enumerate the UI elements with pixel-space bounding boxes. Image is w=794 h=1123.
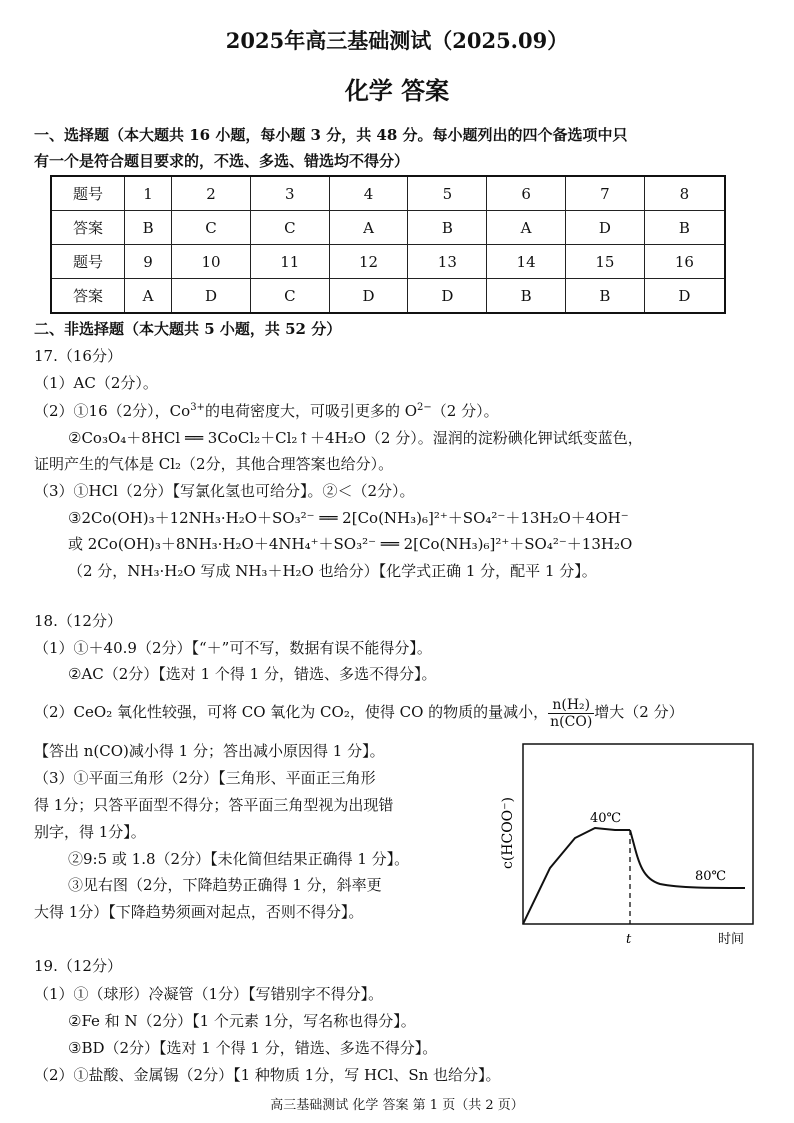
graph-ylabel: c(HCOO⁻) bbox=[500, 796, 516, 870]
question-number-cell: 1 bbox=[125, 176, 172, 211]
answer-row bbox=[51, 279, 725, 314]
graph-frame bbox=[523, 744, 753, 924]
q18-p2: （2）CeO₂ 氧化性较强，可将 CO 氧化为 CO₂，使得 CO 的物质的量减小， $\frac{\text{n(H₂)}}{n(CO)}$ 增大（2 分） bbox=[34, 696, 684, 730]
question-number-cell: 15 bbox=[565, 245, 644, 279]
answer-cell: C bbox=[250, 211, 329, 245]
answer-table bbox=[50, 175, 726, 314]
question-number-row bbox=[51, 245, 725, 279]
q18-p3c: 别字，得 1分】。 bbox=[34, 823, 146, 841]
answer-row bbox=[51, 211, 725, 245]
q18-head: 18.（12分） bbox=[34, 612, 122, 630]
answer-cell: B bbox=[408, 211, 487, 245]
answer-cell: D bbox=[565, 211, 644, 245]
question-number-cell: 8 bbox=[644, 176, 725, 211]
page-title: 2025年高三基础测试（2025.09） bbox=[225, 28, 569, 53]
label-40c: 40℃ bbox=[590, 811, 622, 826]
answer-cell: D bbox=[408, 279, 487, 314]
answer-cell: D bbox=[172, 279, 251, 314]
question-number-cell: 16 bbox=[644, 245, 725, 279]
label-80c: 80℃ bbox=[695, 869, 727, 884]
q18-p3a: （3）①平面三角形（2分）【三角形、平面正三角形 bbox=[34, 769, 376, 787]
question-number-cell: 4 bbox=[329, 176, 408, 211]
q17-p2c: 证明产生的气体是 Cl₂（2分，其他合理答案也给分）。 bbox=[34, 455, 394, 473]
graph-xlabel: 时间 bbox=[718, 932, 745, 947]
question-number-cell: 9 bbox=[125, 245, 172, 279]
answer-cell: A bbox=[125, 279, 172, 314]
answer-cell: D bbox=[329, 279, 408, 314]
q19-head: 19.（12分） bbox=[34, 957, 122, 975]
question-number-cell: 11 bbox=[250, 245, 329, 279]
hcoo-time-graph bbox=[490, 738, 760, 948]
answer-cell: A bbox=[329, 211, 408, 245]
q18-p3b: 得 1分；只答平面型不得分；答平面三角型视为出现错 bbox=[34, 796, 394, 814]
answer-cell: B bbox=[644, 211, 725, 245]
label-t: t bbox=[626, 932, 632, 947]
page-footer: 高三基础测试 化学 答案 第 1 页（共 2 页） bbox=[270, 1098, 524, 1113]
question-number-cell: 6 bbox=[487, 176, 566, 211]
q17-p3c: 或 2Co(OH)₃＋8NH₃·H₂O＋4NH₄⁺＋SO₃²⁻ ══ 2[Co(NH₃)₆]²⁺＋SO₄²⁻＋13H₂O bbox=[68, 535, 633, 553]
answer-cell: C bbox=[250, 279, 329, 314]
q17-p2b: ②Co₃O₄＋8HCl ══ 3CoCl₂＋Cl₂↑＋4H₂O（2 分）。湿润的淀粉碘化钾试纸变蓝色， bbox=[68, 429, 643, 447]
question-number-cell: 2 bbox=[172, 176, 251, 211]
answer-row-label: 答案 bbox=[51, 279, 125, 314]
question-number-cell: 7 bbox=[565, 176, 644, 211]
q17-p3a: （3）①HCl（2分）【写氯化氢也可给分】。②＜（2分）。 bbox=[34, 482, 415, 500]
question-number-row bbox=[51, 176, 725, 211]
question-number-cell: 14 bbox=[487, 245, 566, 279]
q17-p2a: （2）①16（2分），$Co^{3+}$的电荷密度大，可吸引更多的 $O^{2-}(2$ 分）。 bbox=[34, 402, 499, 420]
section2-heading: 二、非选择题（本大题共 5 小题，共 52 分） bbox=[34, 320, 342, 338]
answer-cell: B bbox=[565, 279, 644, 314]
fraction-nh2-nco: $\frac{\text{n(H₂)}}{n(CO)}$ bbox=[550, 696, 593, 730]
q18-p1b: ②AC（2分）【选对 1 个得 1 分，错选、多选不得分】。 bbox=[68, 665, 437, 683]
question-number-cell: 12 bbox=[329, 245, 408, 279]
question-number-cell: 13 bbox=[408, 245, 487, 279]
q17-p3d: （2 分，NH₃·H₂O 写成 NH₃＋H₂O 也给分）【化学式正确 1 分，配平 1 分】。 bbox=[68, 562, 597, 580]
q18-p3f: 大得 1分）【下降趋势须画对起点，否则不得分】。 bbox=[34, 903, 364, 921]
section1-heading-line2: 有一个是符合题目要求的，不选、多选、错选均不得分） bbox=[34, 152, 410, 170]
q19-p1a: （1）①（球形）冷凝管（1分）【写错别字不得分】。 bbox=[34, 985, 384, 1003]
answer-row-label: 答案 bbox=[51, 211, 125, 245]
q18-p1a: （1）①＋40.9（2分）【“＋”可不写，数据有误不能得分】。 bbox=[34, 639, 432, 657]
question-number-row-label: 题号 bbox=[51, 176, 125, 211]
q18-p3e: ③见右图（2分，下降趋势正确得 1 分，斜率更 bbox=[68, 876, 382, 894]
section1-heading-line1: 一、选择题（本大题共 16 小题，每小题 3 分，共 48 分。每小题列出的四个备选项中只 bbox=[34, 126, 628, 144]
question-number-cell: 5 bbox=[408, 176, 487, 211]
q17-head: 17.（16分） bbox=[34, 347, 122, 365]
q17-p1: （1）AC（2分）。 bbox=[34, 374, 158, 392]
q18-p3d: ②9:5 或 1.8（2分）【未化简但结果正确得 1 分】。 bbox=[68, 850, 410, 868]
curve-80c bbox=[630, 830, 745, 888]
answer-cell: B bbox=[125, 211, 172, 245]
q19-p1c: ③BD（2分）【选对 1 个得 1 分，错选、多选不得分】。 bbox=[68, 1039, 438, 1057]
q18-p2b: 【答出 n(CO)减小得 1 分；答出减小原因得 1 分】。 bbox=[34, 742, 385, 760]
q19-p1b: ②Fe 和 N（2分）【1 个元素 1分，写名称也得分】。 bbox=[68, 1012, 416, 1030]
q17-p3b: ③2Co(OH)₃＋12NH₃·H₂O＋SO₃²⁻ ══ 2[Co(NH₃)₆]²⁺＋SO₄²⁻＋13H₂O＋4OH⁻ bbox=[68, 509, 629, 527]
question-number-cell: 3 bbox=[250, 176, 329, 211]
answer-cell: B bbox=[487, 279, 566, 314]
answer-cell: D bbox=[644, 279, 725, 314]
question-number-row-label: 题号 bbox=[51, 245, 125, 279]
q19-p2a: （2）①盐酸、金属锡（2分）【1 种物质 1分，写 HCl、Sn 也给分】。 bbox=[34, 1066, 501, 1084]
page-subtitle: 化学 答案 bbox=[344, 76, 450, 105]
answer-cell: A bbox=[487, 211, 566, 245]
answer-cell: C bbox=[172, 211, 251, 245]
curve-40c bbox=[523, 828, 630, 924]
question-number-cell: 10 bbox=[172, 245, 251, 279]
